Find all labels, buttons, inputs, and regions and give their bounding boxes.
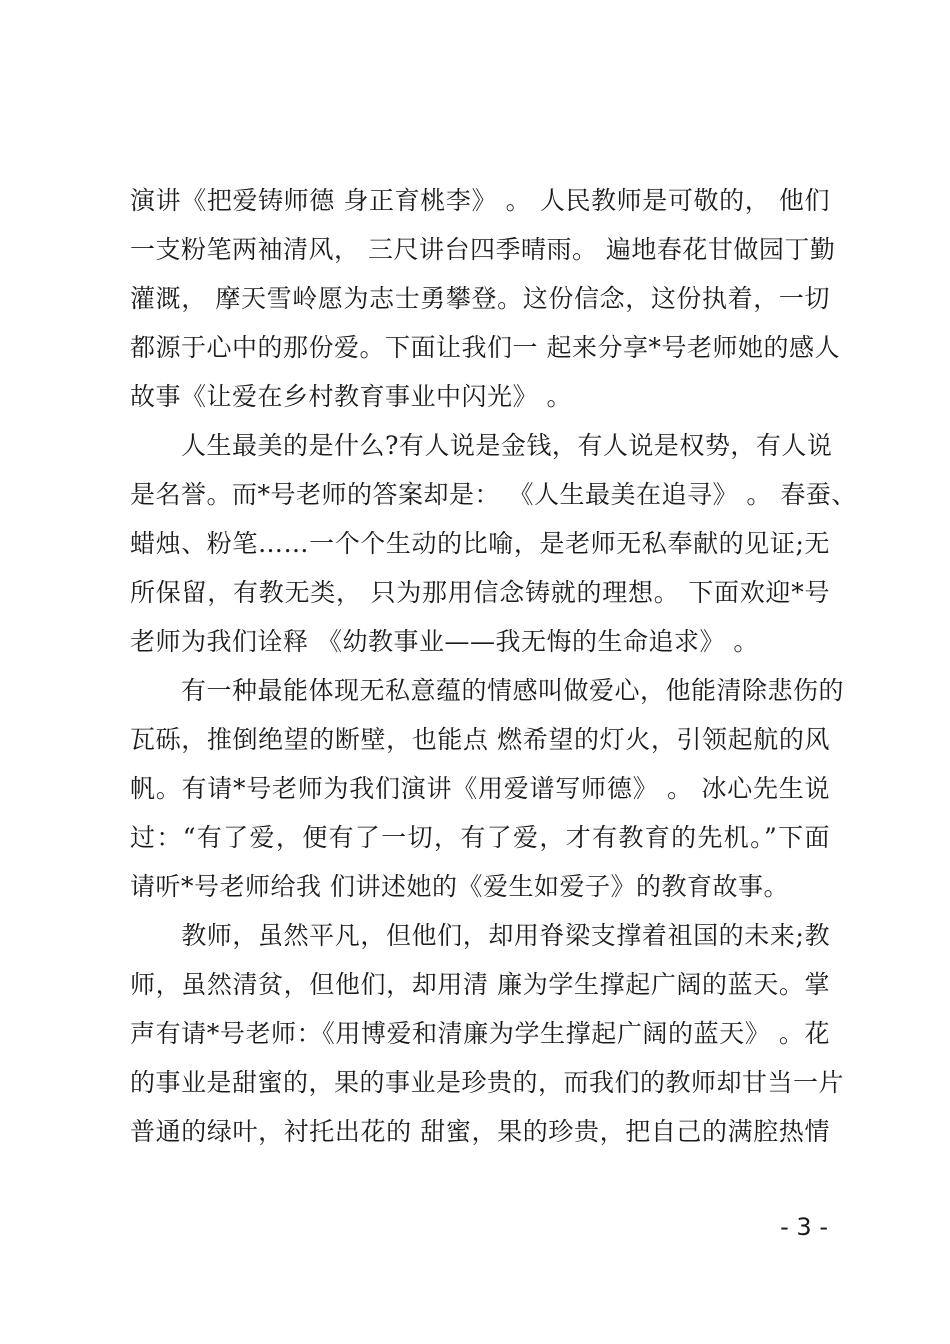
text-line: 教师，虽然平凡，但他们，却用脊梁支撑着祖国的未来;教 bbox=[130, 921, 830, 950]
text-line: 是名誉。而*号老师的答案却是： 《人生最美在追寻》 。 春蚕、 bbox=[130, 480, 857, 509]
text-line: 帆。有请*号老师为我们演讲《用爱谱写师德》 。 冰心先生说 bbox=[130, 774, 830, 803]
text-line: 声有请*号老师：《用博爱和清廉为学生撑起广阔的蓝天》 。花 bbox=[130, 1019, 830, 1048]
text-line: 过：“有了爱，便有了一切，有了爱，才有教育的先机。”下面 bbox=[130, 823, 830, 852]
text-line: 故事《让爱在乡村教育事业中闪光》 。 bbox=[130, 382, 572, 411]
text-line: 普通的绿叶，衬托出花的 甜蜜，果的珍贵，把自己的满腔热情 bbox=[130, 1117, 830, 1146]
text-line: 所保留，有教无类， 只为那用信念铸就的理想。 下面欢迎*号 bbox=[130, 578, 830, 607]
text-line: 的事业是甜蜜的，果的事业是珍贵的，而我们的教师却甘当一片 bbox=[130, 1068, 845, 1097]
text-line: 一支粉笔两袖清风， 三尺讲台四季晴雨。 遍地春花甘做园丁勤 bbox=[130, 235, 836, 264]
page-number: - 3 - bbox=[780, 1213, 828, 1241]
text-line: 老师为我们诠释 《幼教事业——我无悔的生命追求》 。 bbox=[130, 627, 759, 656]
text-line: 演讲《把爱铸师德 身正育桃李》 。 人民教师是可敬的， 他们 bbox=[130, 186, 830, 215]
text-line: 灌溉， 摩天雪岭愿为志士勇攀登。这份信念，这份执着，一切 bbox=[130, 284, 830, 313]
text-line: 师，虽然清贫，但他们，却用清 廉为学生撑起广阔的蓝天。掌 bbox=[130, 970, 830, 999]
text-line: 瓦砾，推倒绝望的断壁，也能点 燃希望的灯火，引领起航的风 bbox=[130, 725, 830, 754]
text-line: 请听*号老师给我 们讲述她的《爱生如爱子》的教育故事。 bbox=[130, 872, 789, 901]
text-line: 人生最美的是什么?有人说是金钱，有人说是权势，有人说 bbox=[130, 431, 833, 460]
text-line: 蜡烛、粉笔……一个个生动的比喻，是老师无私奉献的见证;无 bbox=[130, 529, 830, 558]
body-text bbox=[130, 176, 857, 1156]
text-line: 都源于心中的那份爱。下面让我们一 起来分享*号老师她的感人 bbox=[130, 333, 840, 362]
text-line: 有一种最能体现无私意蕴的情感叫做爱心，他能清除悲伤的 bbox=[130, 676, 845, 705]
